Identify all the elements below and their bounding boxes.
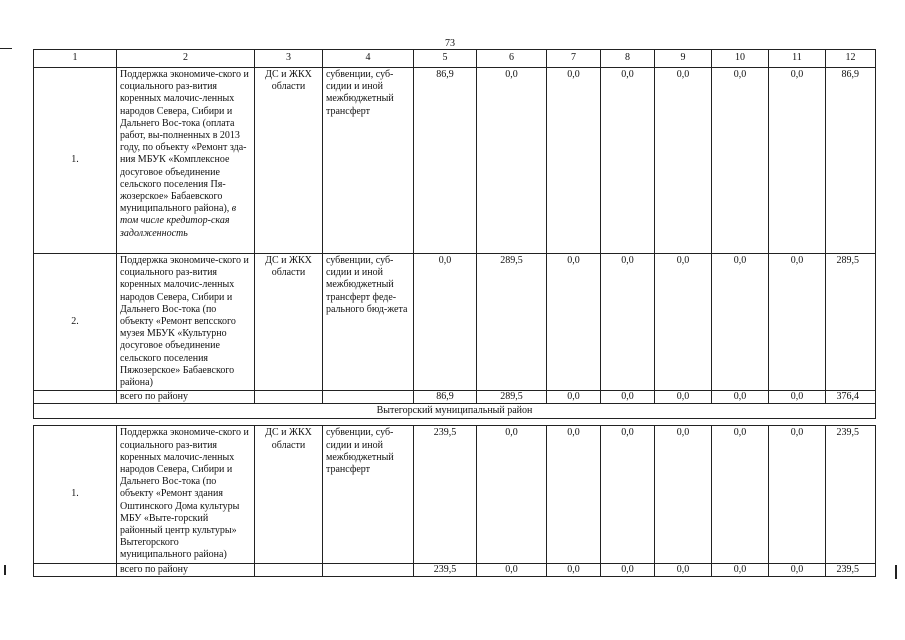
value-cell: 0,0 (547, 254, 601, 391)
description-note: в том числе кредитор-ская задолженность (120, 203, 237, 239)
value-cell: 0,0 (712, 68, 769, 254)
row-owner: ДС и ЖКХ области (255, 254, 323, 391)
header-cell: 9 (655, 50, 712, 68)
total-value: 0,0 (601, 563, 655, 576)
value-cell: 86,9 (414, 68, 477, 254)
value-cell: 0,0 (547, 426, 601, 563)
page-number: 73 (445, 38, 455, 49)
value-cell: 0,0 (414, 254, 477, 391)
header-cell: 12 (826, 50, 876, 68)
value-cell: 289,5 (826, 254, 876, 391)
value-cell: 0,0 (712, 254, 769, 391)
header-cell: 11 (769, 50, 826, 68)
header-cell: 3 (255, 50, 323, 68)
total-value: 0,0 (655, 563, 712, 576)
header-cell: 4 (323, 50, 414, 68)
total-value: 0,0 (712, 563, 769, 576)
value-cell: 86,9 (826, 68, 876, 254)
row-description (117, 68, 255, 254)
scan-edge-mark (4, 565, 6, 575)
value-cell: 0,0 (655, 254, 712, 391)
value-cell: 0,0 (769, 426, 826, 563)
total-value: 86,9 (414, 391, 477, 404)
row-description: Поддержка экономиче-ского и социального раз-вития коренных малочис-ленных народов Севера, Сибири и Дальнего Вос-тока (по объекту «Ремонт вепсского музея МБУК «Культурно досуговое объединение сельского поселения Пяжозерское» Бабаевского района) (117, 254, 255, 391)
total-value: 0,0 (769, 391, 826, 404)
total-value: 0,0 (769, 563, 826, 576)
scan-edge-mark (0, 48, 12, 49)
row-number: 1. (34, 68, 117, 254)
header-cell: 6 (477, 50, 547, 68)
value-cell: 0,0 (712, 426, 769, 563)
value-cell: 0,0 (477, 68, 547, 254)
total-label: всего по району (117, 391, 255, 404)
spacer-row (34, 419, 876, 426)
total-value: 239,5 (414, 563, 477, 576)
header-cell: 10 (712, 50, 769, 68)
table-row (34, 68, 876, 254)
value-cell: 289,5 (477, 254, 547, 391)
total-value: 0,0 (547, 391, 601, 404)
header-cell: 2 (117, 50, 255, 68)
total-row (34, 563, 876, 576)
section-header-row (34, 404, 876, 419)
value-cell: 0,0 (655, 426, 712, 563)
row-type: субвенции, суб-сидии и иной межбюджетный трансферт (323, 68, 414, 254)
value-cell: 239,5 (826, 426, 876, 563)
scan-edge-mark (895, 565, 897, 579)
row-number: 2. (34, 254, 117, 391)
total-value: 0,0 (547, 563, 601, 576)
table-row (34, 254, 876, 391)
total-value: 0,0 (655, 391, 712, 404)
table-row (34, 426, 876, 563)
value-cell: 0,0 (547, 68, 601, 254)
total-value: 0,0 (477, 563, 547, 576)
row-type: субвенции, суб-сидии и иной межбюджетный трансферт (323, 426, 414, 563)
row-owner: ДС и ЖКХ области (255, 426, 323, 563)
value-cell: 0,0 (601, 68, 655, 254)
value-cell: 0,0 (655, 68, 712, 254)
row-number: 1. (34, 426, 117, 563)
row-owner: ДС и ЖКХ области (255, 68, 323, 254)
total-value: 289,5 (477, 391, 547, 404)
header-cell: 7 (547, 50, 601, 68)
row-type: субвенции, суб-сидии и иной межбюджетный трансферт феде-рального бюд-жета (323, 254, 414, 391)
total-row (34, 391, 876, 404)
total-value: 0,0 (601, 391, 655, 404)
description-text: Поддержка экономиче-ского и социального раз-вития коренных малочис-ленных народов Севера, Сибири и Дальнего Вос-тока (оплата работ, вы-полненных в 2013 году, по объекту «Ремонт зда-ния МБУК «Комплексное досуговое объединение сельского поселения Пя-жозерское» Бабаевского муниципального района), (120, 69, 249, 215)
value-cell: 0,0 (601, 426, 655, 563)
section-title: Вытегорский муниципальный район (34, 404, 876, 419)
total-value: 239,5 (826, 563, 876, 576)
header-cell: 5 (414, 50, 477, 68)
value-cell: 0,0 (769, 68, 826, 254)
header-cell: 1 (34, 50, 117, 68)
total-value: 376,4 (826, 391, 876, 404)
total-value: 0,0 (712, 391, 769, 404)
header-cell: 8 (601, 50, 655, 68)
header-row (34, 50, 876, 68)
value-cell: 239,5 (414, 426, 477, 563)
total-label: всего по району (117, 563, 255, 576)
row-description: Поддержка экономиче-ского и социального раз-вития коренных малочис-ленных народов Севера, Сибири и Дальнего Вос-тока (по объекту «Ремонт здания Оштинского Дома культуры МБУ «Выте-горский районный центр культуры» Вытегорского муниципального района) (117, 426, 255, 563)
budget-table (33, 49, 876, 577)
value-cell: 0,0 (769, 254, 826, 391)
value-cell: 0,0 (477, 426, 547, 563)
value-cell: 0,0 (601, 254, 655, 391)
